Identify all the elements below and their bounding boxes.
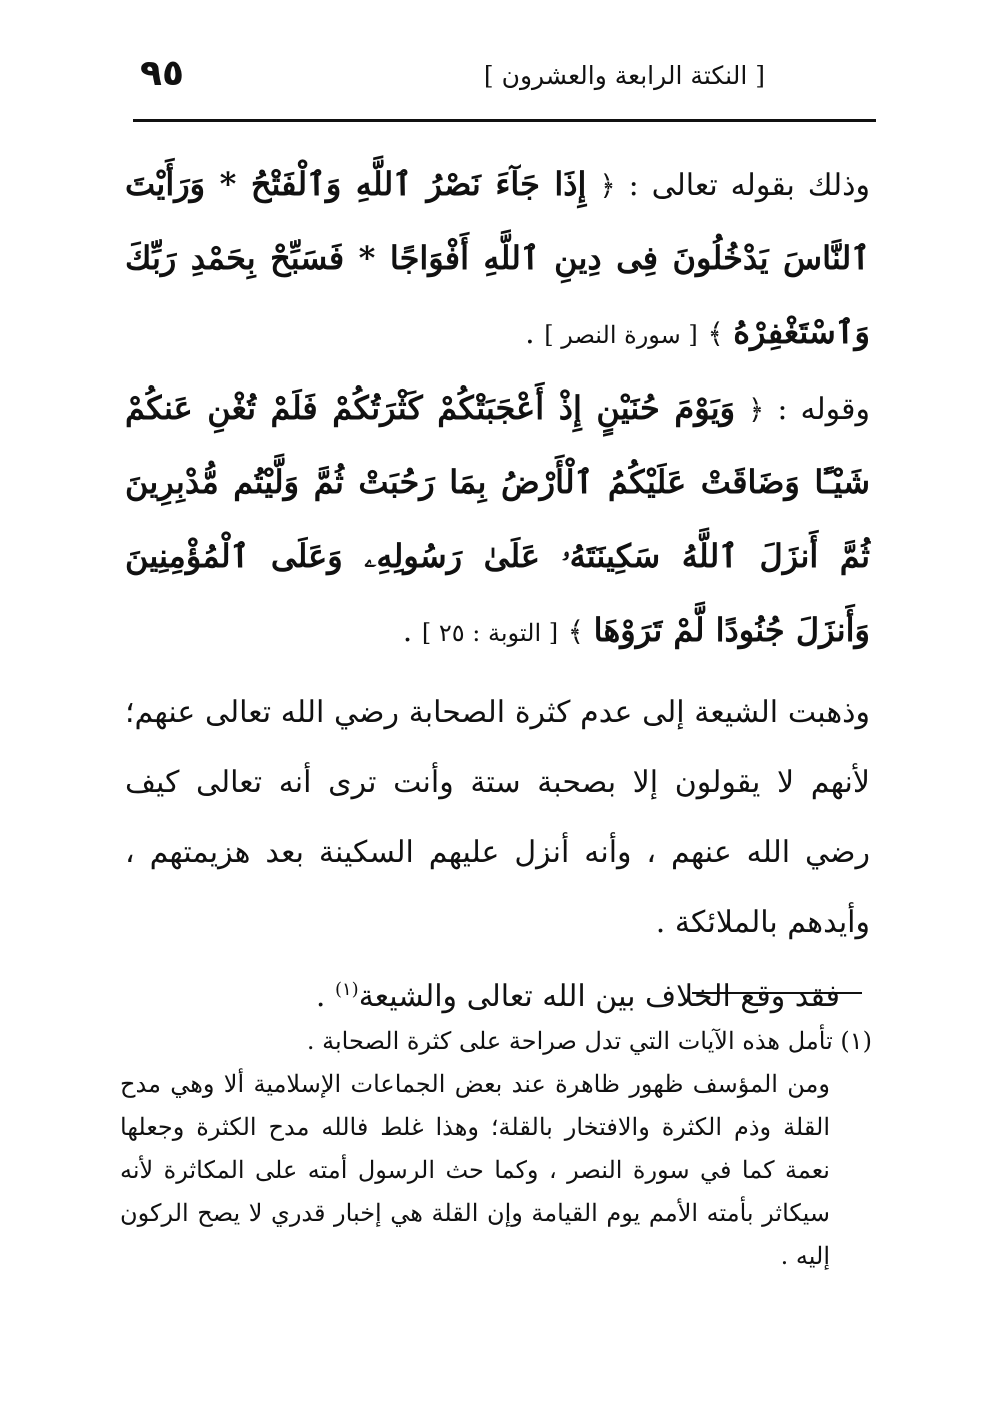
verse-reference: [ سورة النصر ]	[544, 321, 698, 349]
page-number: ٩٥	[140, 53, 184, 94]
intro-text: وذلك بقوله تعالى :	[628, 168, 870, 203]
intro-text: وقوله :	[777, 392, 870, 427]
footnote-1: (١) تأمل هذه الآيات التي تدل صراحة على كثرة الصحابة .	[306, 1027, 872, 1055]
quran-verse-tawba: وَيَوْمَ حُنَيْنٍ إِذْ أَعْجَبَتْكُمْ كَثْرَتُكُمْ فَلَمْ تُغْنِ عَنكُمْ شَيْـًٔا وَضَاقَتْ عَلَيْكُمُ ٱلْأَرْضُ بِمَا رَحُبَتْ ثُمَّ وَلَّيْتُم مُّدْبِرِينَ ثُمَّ أَنزَلَ ٱللَّهُ سَكِينَتَهُۥ عَلَىٰ رَسُولِهِۦ وَعَلَى ٱلْمُؤْمِنِينَ وَأَنزَلَ جُنُودًا لَّمْ تَرَوْهَا	[125, 389, 870, 649]
sentence-end: .	[315, 979, 326, 1014]
page-header	[130, 52, 875, 102]
paragraph-commentary: وذهبت الشيعة إلى عدم كثرة الصحابة رضي الله تعالى عنهم؛ لأنهم لا يقولون إلا بصحبة ستة وأنت ترى أنه تعالى كيف رضي الله عنهم ، وأنه أنزل عليهم السكينة بعد هزيمتهم ، وأيدهم بالملائكة .	[125, 695, 870, 940]
quran-bracket-close-icon: ﴾	[567, 615, 585, 648]
quran-bracket-open-icon: ﴿	[599, 169, 616, 202]
running-title: [ النكتة الرابعة والعشرون ]	[483, 61, 765, 90]
verse-reference: [ التوبة : ٢٥ ]	[421, 619, 559, 647]
quran-verse-nasr: إِذَا جَآءَ نَصْرُ ٱللَّهِ وَٱلْفَتْحُ * وَرَأَيْتَ ٱلنَّاسَ يَدْخُلُونَ فِى دِينِ ٱللَّهِ أَفْوَاجًا * فَسَبِّحْ بِحَمْدِ رَبِّكَ وَٱسْتَغْفِرْهُ	[125, 165, 871, 351]
footnote-divider	[692, 992, 862, 994]
sentence-end: .	[402, 614, 413, 649]
sentence-end: .	[525, 316, 535, 351]
paragraph-tawba-verse	[125, 372, 870, 670]
footnotes	[120, 1020, 872, 1278]
main-text	[125, 148, 870, 1032]
paragraph-nasr-verse	[125, 148, 870, 372]
quran-bracket-open-icon: ﴿	[748, 393, 765, 426]
header-divider	[133, 119, 876, 122]
footnote-1-continuation: ومن المؤسف ظهور ظاهرة عند بعض الجماعات الإسلامية ألا وهي مدح القلة وذم الكثرة والافتخار بالقلة؛ وهذا غلط فالله مدح الكثرة وجعلها نعمة كما في سورة النصر ، وكما حث الرسول أمته على المكاثرة لأنه سيكاثر بأمته الأمم يوم القيامة وإن القلة هي إخبار قدري لا يصح الركون إليه .	[120, 1070, 830, 1270]
quran-bracket-close-icon: ﴾	[707, 317, 724, 350]
conclusion-text: فقد وقع الخلاف بين الله تعالى والشيعة	[358, 979, 840, 1014]
footnote-marker: (١)	[334, 979, 359, 1000]
